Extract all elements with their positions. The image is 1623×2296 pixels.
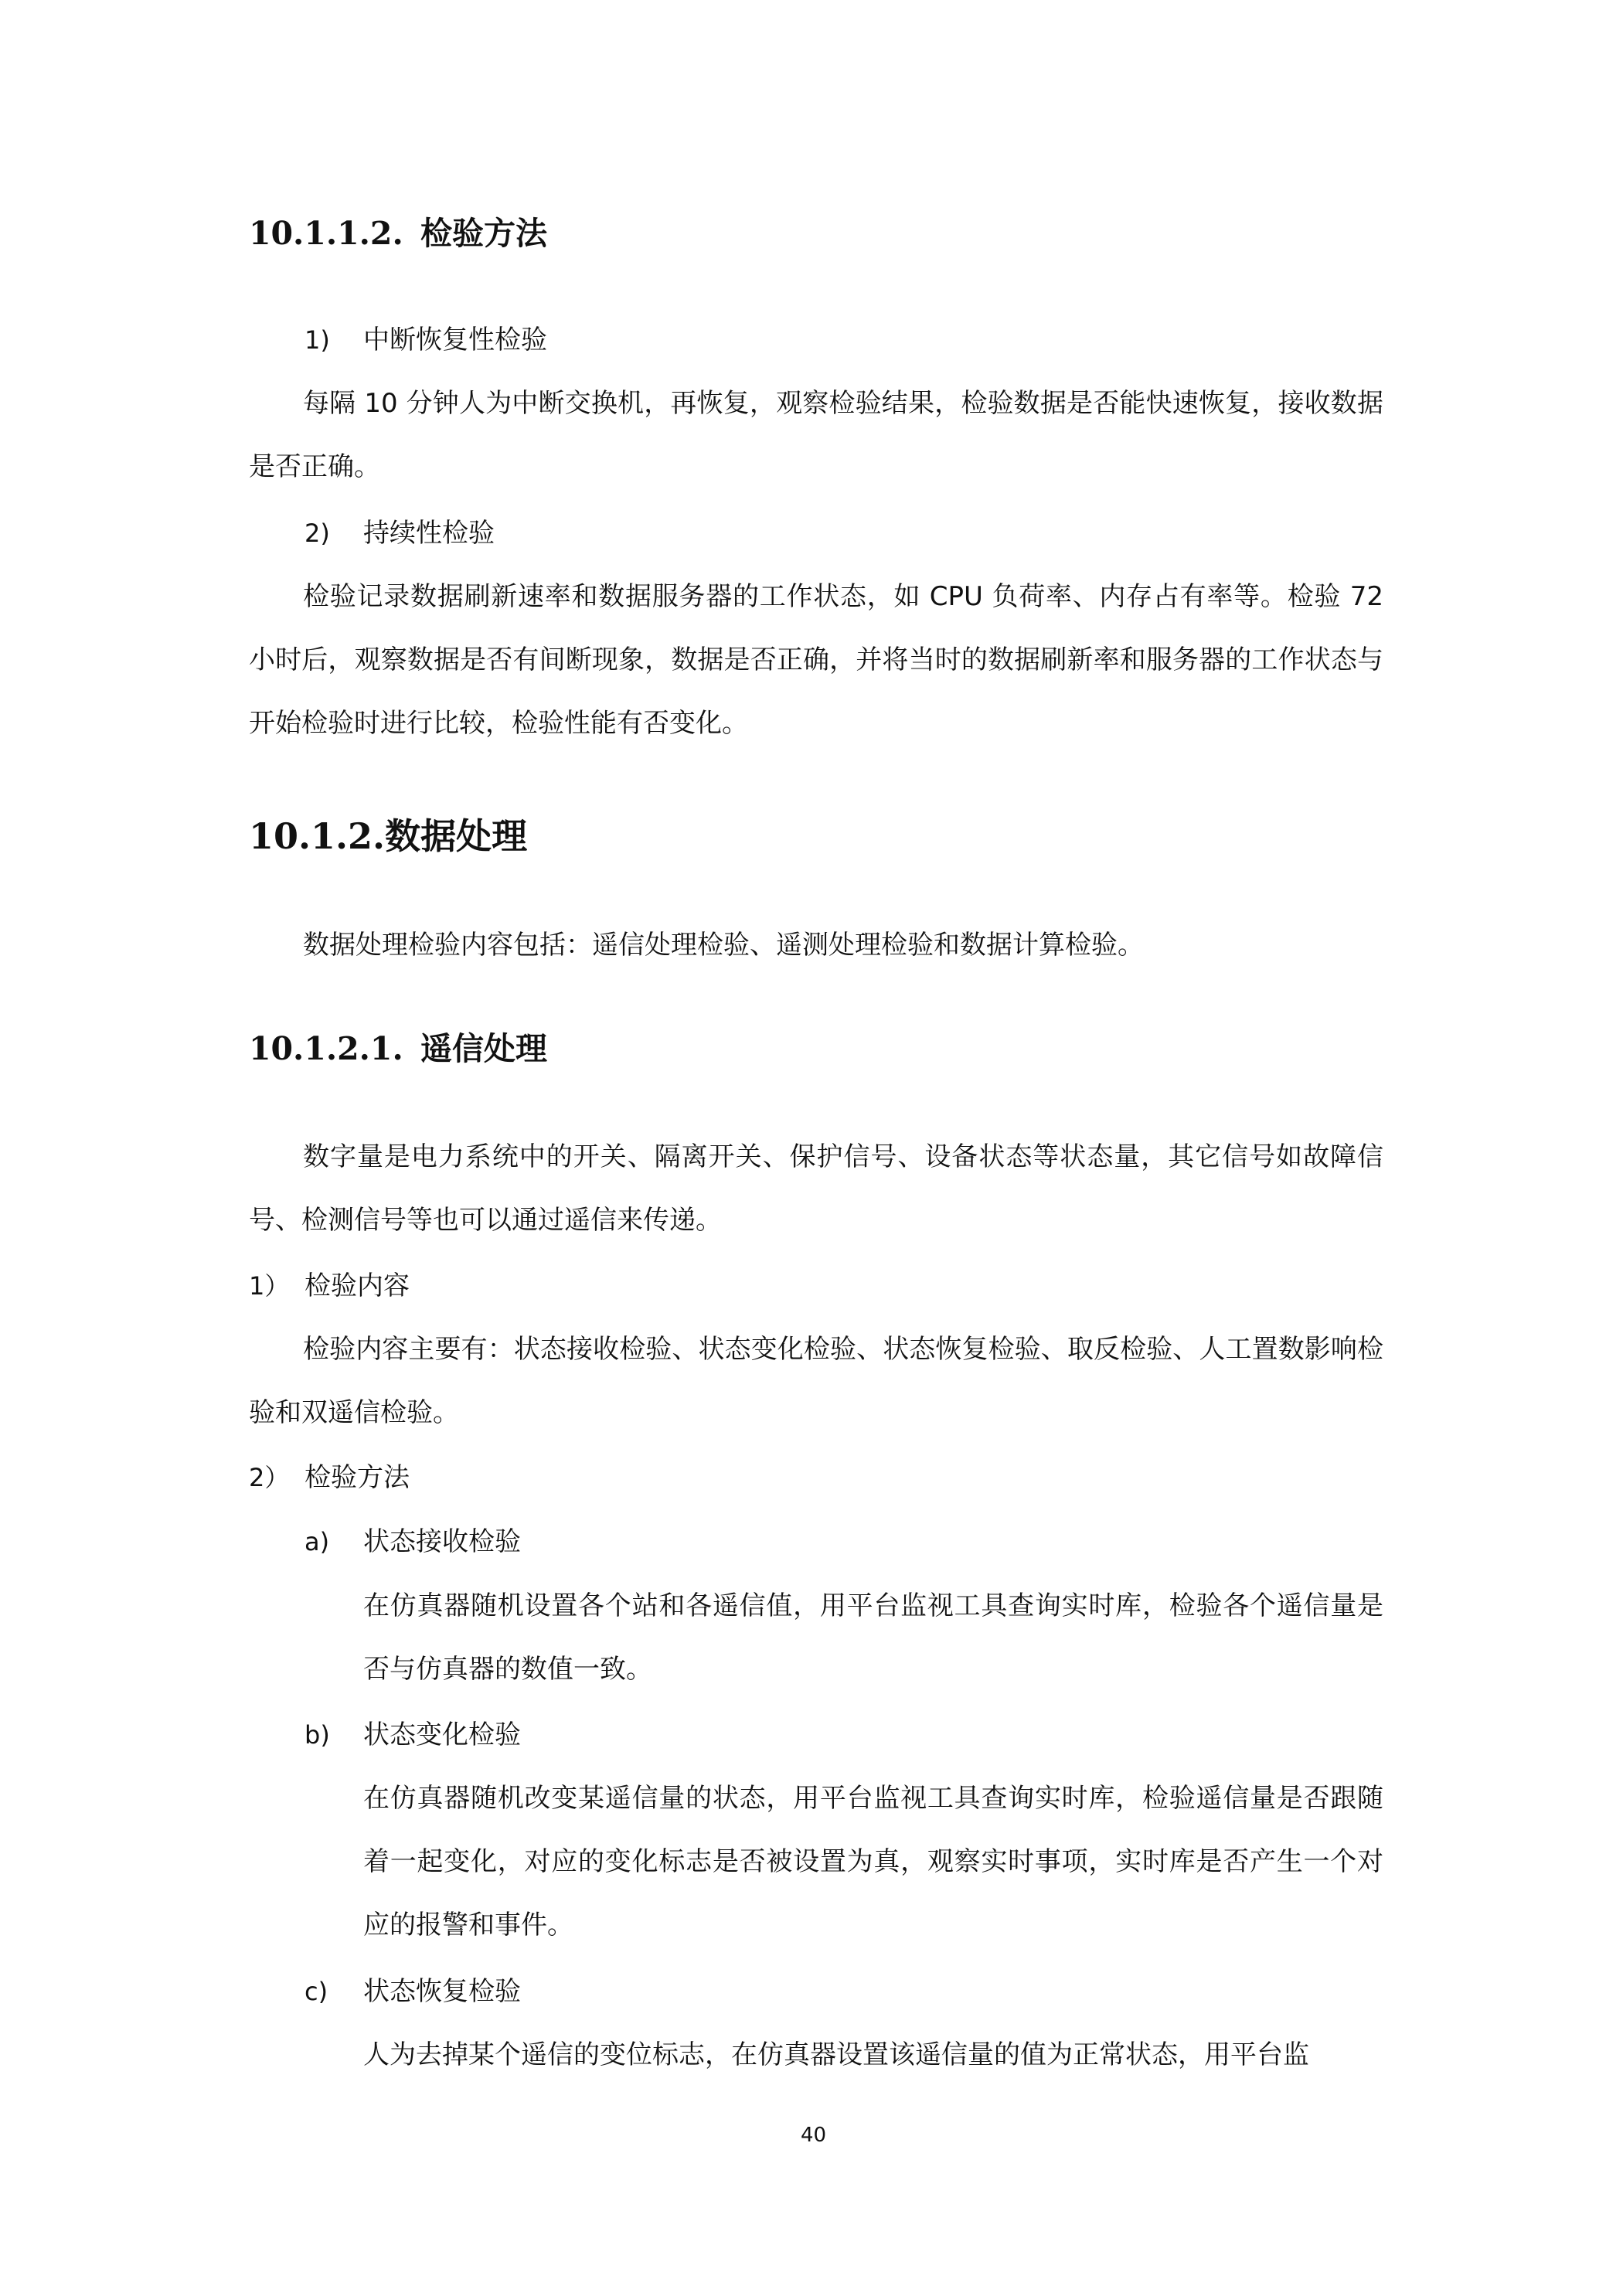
section-title: 数据处理 <box>385 815 528 857</box>
list-label: 2) <box>305 519 330 548</box>
paragraph: 在仿真器随机设置各个站和各遥信值，用平台监视工具查询实时库，检验各个遥信量是否与仿真器的数值一致。 <box>363 1590 1383 1685</box>
section-heading-10-1-2 <box>249 815 527 857</box>
list-label: c) <box>305 1977 328 2006</box>
section-number: 10.1.2.1. <box>249 1030 403 1067</box>
list-label: 2） <box>249 1463 290 1492</box>
list-label: b) <box>305 1720 330 1750</box>
paragraph: 检验内容主要有：状态接收检验、状态变化检验、状态恢复检验、取反检验、人工置数影响检验和双遥信检验。 <box>249 1334 1383 1428</box>
list-label: 1） <box>249 1271 290 1301</box>
paragraph: 在仿真器随机改变某遥信量的状态，用平台监视工具查询实时库，检验遥信量是否跟随着一起变化，对应的变化标志是否被设置为真，观察实时事项，实时库是否产生一个对应的报警和事件。 <box>363 1783 1383 1941</box>
section-title: 检验方法 <box>420 215 547 252</box>
list-item-title: 状态接收检验 <box>363 1526 521 1557</box>
list-item-title: 持续性检验 <box>363 518 495 549</box>
section-number: 10.1.1.2. <box>249 215 403 252</box>
paragraph: 检验记录数据刷新速率和数据服务器的工作状态，如 CPU 负荷率、内存占有率等。检验 72 小时后，观察数据是否有间断现象，数据是否正确，并将当时的数据刷新率和服务器的工作状态与开始检验时进行比较，检验性能有否变化。 <box>249 581 1383 739</box>
list-label: a) <box>305 1527 330 1556</box>
list-label: 1) <box>305 325 330 355</box>
list-item-title: 中断恢复性检验 <box>363 325 547 355</box>
paragraph: 每隔 10 分钟人为中断交换机，再恢复，观察检验结果，检验数据是否能快速恢复，接收数据是否正确。 <box>249 388 1383 482</box>
list-item-title: 检验内容 <box>305 1270 410 1301</box>
section-title: 遥信处理 <box>420 1030 547 1067</box>
paragraph: 人为去掉某个遥信的变位标志，在仿真器设置该遥信量的值为正常状态，用平台监 <box>363 2039 1309 2070</box>
paragraph: 数据处理检验内容包括：遥信处理检验、遥测处理检验和数据计算检验。 <box>303 930 1144 961</box>
section-heading-10-1-1-2 <box>249 215 547 252</box>
list-item-title: 状态恢复检验 <box>363 1976 521 2007</box>
page-number: 40 <box>801 2124 827 2147</box>
section-heading-10-1-2-1 <box>249 1030 547 1067</box>
list-item-title: 状态变化检验 <box>363 1719 521 1750</box>
section-number: 10.1.2. <box>249 815 386 857</box>
list-item-title: 检验方法 <box>305 1462 410 1493</box>
paragraph: 数字量是电力系统中的开关、隔离开关、保护信号、设备状态等状态量，其它信号如故障信号、检测信号等也可以通过遥信来传递。 <box>249 1141 1383 1236</box>
